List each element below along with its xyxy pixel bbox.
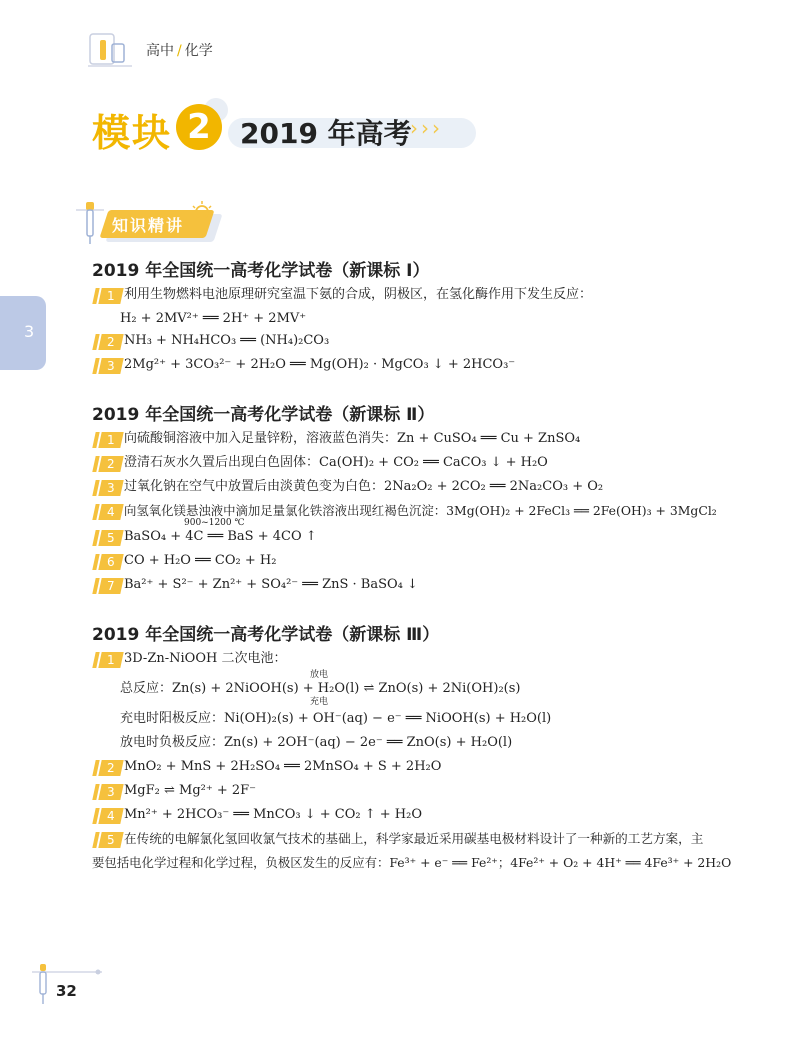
item-number: 1	[98, 432, 123, 448]
list-item: 利用生物燃料电池原理研究室温下氨的合成，阴极区，在氢化酶作用下发生反应：	[124, 287, 593, 302]
list-item: 在传统的电解氯化氢回收氯气技术的基础上，科学家最近采用碳基电极材料设计了一种新的工艺方案，主	[124, 831, 704, 846]
item-number: 3	[98, 358, 123, 374]
lab-flask-icon	[88, 30, 132, 70]
list-item: 3D-Zn-NiOOH 二次电池：	[124, 651, 287, 666]
breadcrumb	[146, 40, 213, 60]
equation: 放电时负极反应：Zn(s) + 2OH⁻(aq) − 2e⁻ ══ ZnO(s) + H₂O(l)	[120, 735, 513, 750]
dropper-icon	[76, 200, 104, 246]
list-item: 澄清石灰水久置后出现白色固体：Ca(OH)₂ + CO₂ ══ CaCO₃ ↓ + H₂O	[124, 455, 548, 470]
chapter-tab[interactable]	[0, 296, 46, 370]
list-item-continued: 要包括电化学过程和化学过程，负极区发生的反应有：Fe³⁺ + e⁻ ══ Fe²⁺；4Fe²⁺ + O₂ + 4H⁺ ══ 4Fe³⁺ + 2H₂O	[92, 855, 732, 870]
module-prefix: 模块	[92, 111, 173, 155]
list-item: BaSO₄ + 4C ══ BaS + 4CO ↑	[124, 529, 317, 544]
item-number: 4	[98, 808, 123, 824]
section-title-1: 2019 年全国统一高考化学试卷（新课标 Ⅰ）	[92, 261, 430, 281]
breadcrumb-separator: /	[177, 43, 182, 59]
item-number: 3	[98, 480, 123, 496]
list-item: Mn²⁺ + 2HCO₃⁻ ══ MnCO₃ ↓ + CO₂ ↑ + H₂O	[124, 807, 423, 822]
item-number: 2	[98, 334, 123, 350]
equation: H₂ + 2MV²⁺ ══ 2H⁺ + 2MV⁺	[120, 311, 307, 326]
list-item: 向硫酸铜溶液中加入足量锌粉，溶液蓝色消失：Zn + CuSO₄ ══ Cu + ZnSO₄	[124, 431, 581, 446]
item-number: 1	[98, 652, 123, 668]
module-number: 2	[176, 104, 222, 150]
item-number: 6	[98, 554, 123, 570]
reaction-condition: 900~1200 ℃	[184, 518, 245, 528]
item-number: 2	[98, 760, 123, 776]
chevrons-icon: ›››	[410, 116, 443, 140]
list-item: MgF₂ ⇌ Mg²⁺ + 2F⁻	[124, 783, 257, 798]
lightbulb-icon	[190, 200, 214, 228]
list-item: NH₃ + NH₄HCO₃ ══ (NH₄)₂CO₃	[124, 333, 330, 348]
item-number: 1	[98, 288, 123, 304]
reaction-condition-top: 放电	[310, 670, 329, 680]
list-item: 过氧化钠在空气中放置后由淡黄色变为白色：2Na₂O₂ + 2CO₂ ══ 2Na₂CO₃ + O₂	[124, 479, 604, 494]
item-number: 2	[98, 456, 123, 472]
knowledge-badge-label: 知识精讲	[112, 216, 185, 235]
list-item: CO + H₂O ══ CO₂ + H₂	[124, 553, 277, 568]
list-item: Ba²⁺ + S²⁻ + Zn²⁺ + SO₄²⁻ ══ ZnS · BaSO₄ ↓	[124, 577, 418, 592]
breadcrumb-level: 高中	[146, 43, 174, 59]
page-number: 32	[56, 982, 77, 1000]
list-item: 向氢氧化镁悬浊液中滴加足量氯化铁溶液出现红褐色沉淀：3Mg(OH)₂ + 2FeCl₃ ══ 2Fe(OH)₃ + 3MgCl₂	[124, 503, 717, 518]
list-item: MnO₂ + MnS + 2H₂SO₄ ══ 2MnSO₄ + S + 2H₂O	[124, 759, 442, 774]
list-item: 2Mg²⁺ + 3CO₃²⁻ + 2H₂O ══ Mg(OH)₂ · MgCO₃ ↓ + 2HCO₃⁻	[124, 357, 516, 372]
section-title-2: 2019 年全国统一高考化学试卷（新课标 Ⅱ）	[92, 405, 435, 425]
item-number: 3	[98, 784, 123, 800]
equation: 总反应：Zn(s) + 2NiOOH(s) + H₂O(l) ⇌ ZnO(s) + 2Ni(OH)₂(s)	[120, 681, 521, 696]
chapter-tab-label: 3	[24, 322, 35, 341]
reaction-condition-bottom: 充电	[310, 697, 329, 707]
equation: 充电时阳极反应：Ni(OH)₂(s) + OH⁻(aq) − e⁻ ══ NiOOH(s) + H₂O(l)	[120, 711, 552, 726]
breadcrumb-subject: 化学	[184, 43, 213, 59]
item-number: 5	[98, 530, 123, 546]
item-number: 7	[98, 578, 123, 594]
section-title-3: 2019 年全国统一高考化学试卷（新课标 Ⅲ）	[92, 625, 440, 645]
item-number: 5	[98, 832, 123, 848]
module-title: 2019 年高考	[240, 117, 412, 150]
item-number: 4	[98, 504, 123, 520]
